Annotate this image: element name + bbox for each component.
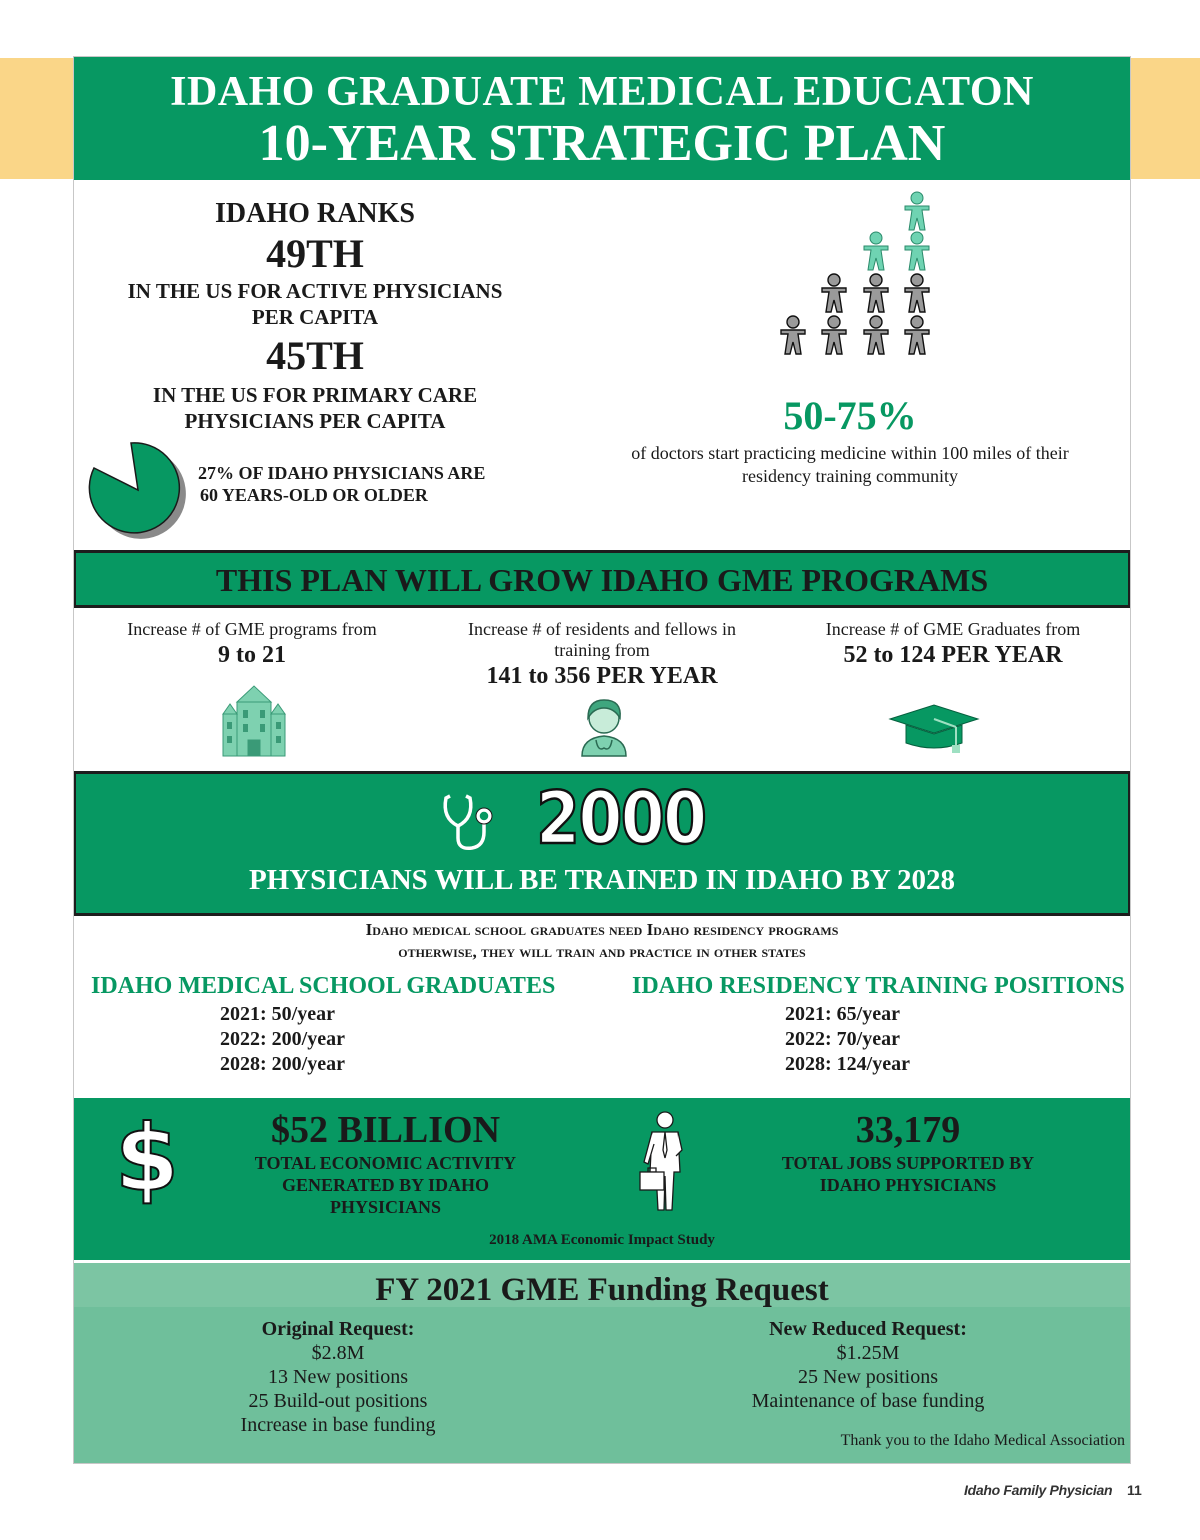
rank-45-desc-a: IN THE US FOR PRIMARY CARE [152, 383, 478, 407]
funding-original-item: $2.8M [311, 1342, 365, 1364]
economic-jobs: 33,179 [855, 1109, 961, 1151]
graduates-row: 2021: 50/year [220, 1003, 335, 1025]
positions-row: 2021: 65/year [785, 1003, 900, 1025]
grow-banner: THIS PLAN WILL GROW IDAHO GME PROGRAMS [73, 550, 1131, 608]
dollar-icon: $ [115, 1105, 180, 1212]
graduates-title: IDAHO MEDICAL SCHOOL GRADUATES [91, 973, 556, 999]
rank-intro: IDAHO RANKS [215, 198, 415, 229]
funding-reduced-item: 25 New positions [798, 1366, 938, 1388]
header-title-line1: IDAHO GRADUATE MEDICAL EDUCATON [170, 69, 1034, 115]
funding-reduced-item: Maintenance of base funding [751, 1390, 985, 1412]
positions-row: 2028: 124/year [785, 1053, 910, 1075]
grow-graduates-value: 52 to 124 PER YEAR [843, 642, 1063, 668]
grow-programs-value: 9 to 21 [218, 642, 286, 668]
trained-number: 2000 [536, 776, 706, 860]
economic-amount: $52 BILLION [270, 1109, 501, 1151]
positions-row: 2022: 70/year [785, 1028, 900, 1050]
age-stat-line2: 60 YEARS-OLD OR OLDER [200, 485, 428, 505]
graduates-row: 2022: 200/year [220, 1028, 345, 1050]
grow-residents-text-a: Increase # of residents and fellows in [468, 619, 736, 639]
footer-publication: Idaho Family Physician [964, 1482, 1113, 1498]
funding-reduced-item: $1.25M [836, 1342, 900, 1364]
grow-residents-text-b: training from [554, 640, 650, 660]
economic-amount-desc-c: PHYSICIANS [329, 1197, 442, 1217]
economic-source: 2018 AMA Economic Impact Study [489, 1232, 715, 1248]
rank-49-desc-a: IN THE US FOR ACTIVE PHYSICIANS [127, 279, 503, 303]
economic-jobs-desc-b: IDAHO PHYSICIANS [819, 1175, 997, 1195]
economic-amount-desc-b: GENERATED BY IDAHO [281, 1175, 490, 1195]
funding-original-item: 25 Build-out positions [248, 1390, 428, 1412]
left-side-tab [0, 58, 73, 179]
funding-original-heading: Original Request: [261, 1318, 415, 1340]
header-title-line2: 10-YEAR STRATEGIC PLAN [258, 115, 946, 172]
economic-jobs-desc-a: TOTAL JOBS SUPPORTED BY [781, 1153, 1035, 1173]
grow-graduates-text: Increase # of GME Graduates from [825, 619, 1081, 639]
trained-text: PHYSICIANS WILL BE TRAINED IN IDAHO BY 2028 [248, 864, 956, 896]
positions-title: IDAHO RESIDENCY TRAINING POSITIONS [632, 973, 1125, 999]
retention-value: 50-75% [783, 393, 917, 438]
age-stat-line1: 27% OF IDAHO PHYSICIANS ARE [198, 463, 486, 483]
retention-desc-b: residency training community [742, 466, 958, 486]
page-frame [73, 56, 1131, 1464]
need-line2: otherwise, they will train and practice in other states [398, 942, 806, 961]
funding-reduced-heading: New Reduced Request: [769, 1318, 967, 1340]
rank-45-desc-b: PHYSICIANS PER CAPITA [184, 409, 446, 433]
graduates-row: 2028: 200/year [220, 1053, 345, 1075]
funding-thanks: Thank you to the Idaho Medical Association [840, 1432, 1125, 1449]
grow-programs-text: Increase # of GME programs from [127, 619, 377, 639]
rank-49-desc-b: PER CAPITA [251, 305, 379, 329]
grow-residents-value: 141 to 356 PER YEAR [486, 663, 718, 689]
rank-49: 49TH [266, 231, 364, 276]
rank-45: 45TH [266, 333, 364, 378]
retention-desc-a: of doctors start practicing medicine within 100 miles of their [631, 443, 1069, 463]
funding-title: FY 2021 GME Funding Request [375, 1272, 829, 1308]
economic-amount-desc-a: TOTAL ECONOMIC ACTIVITY [254, 1153, 517, 1173]
need-line1: Idaho medical school graduates need Idaho residency programs [365, 920, 839, 939]
footer-page-number: 11 [1127, 1482, 1142, 1498]
right-side-tab [1131, 58, 1200, 179]
funding-original-item: Increase in base funding [240, 1414, 436, 1436]
funding-original-item: 13 New positions [268, 1366, 408, 1388]
